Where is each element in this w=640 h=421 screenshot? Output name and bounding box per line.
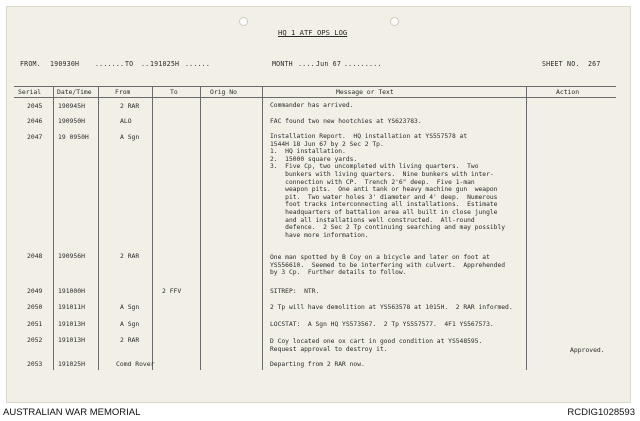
row-serial: 2053	[27, 360, 43, 368]
month-label: MONTH	[272, 60, 293, 68]
column-divider	[152, 86, 153, 370]
row-message: One man spotted by B Coy on a bicycle and later on foot at YS556610. Seemed to be interfering with culvert. Apprehended by 3 Cp. Further details to follow.	[270, 254, 506, 277]
row-serial: 2046	[27, 117, 43, 125]
row-message: Commander has arrived.	[270, 102, 354, 109]
row-serial: 2050	[27, 303, 43, 311]
row-datetime: 191013H	[58, 336, 85, 344]
row-message: D Coy located one ox cart in good condition at YS548595. Request approval to destroy it.	[270, 338, 483, 353]
log-title: HQ 1 ATF OPS LOG	[278, 28, 348, 37]
row-datetime: 190945H	[58, 102, 85, 110]
row-datetime: 19 0950H	[58, 133, 89, 141]
row-datetime: 191025H	[58, 360, 85, 368]
row-message: SITREP: NTR.	[270, 288, 320, 295]
row-message: Departing from 2 RAR now.	[270, 361, 365, 368]
col-header-action: Action	[556, 88, 580, 96]
row-to: 2 FFV	[162, 287, 182, 295]
row-serial: 2049	[27, 287, 43, 295]
row-datetime: 191011H	[58, 303, 85, 311]
punch-hole	[239, 17, 248, 26]
row-message: Installation Report. HQ installation at YS557578 at 1544H 18 Jun 67 by 2 Sec 2 Tp. 1. HQ installation. 2. 15000 square yards. 3. Five Cp, two uncompleted with living quarters. Two bunkers with living quarters. Nine bunkers with inter- connection with CP. Trench 2'6" deep. Five 1-man weapon pits. One anti tank or heavy machine gun weapon pit. Two water holes 3' diameter and 4' deep. Numerous foot tracks interconnecting all installations. Estimate headquarters of battalion area all built in close jungle and all installations well constructed. All-round defence. 2 Sec 2 Tp continuing searching and may possibly have more information.	[270, 133, 506, 239]
sheet-label: SHEET NO.	[542, 60, 580, 68]
footer-institution: AUSTRALIAN WAR MEMORIAL	[3, 407, 141, 418]
column-divider	[526, 86, 527, 370]
row-from: A Sgn	[120, 133, 140, 141]
row-serial: 2045	[27, 102, 43, 110]
column-divider	[98, 86, 99, 370]
row-datetime: 191000H	[58, 287, 85, 295]
row-from: 2 RAR	[120, 336, 140, 344]
row-message: LOCSTAT: A Sgn HQ YS573567. 2 Tp YS557577. 4F1 YS567573.	[270, 321, 494, 328]
column-divider	[262, 86, 263, 370]
column-divider	[53, 86, 54, 370]
row-from: A Sgn	[120, 303, 140, 311]
month-value: Jun 67	[316, 60, 342, 68]
row-from: A Sgn	[120, 320, 140, 328]
row-datetime: 191013H	[58, 320, 85, 328]
from-label: FROM.	[20, 60, 41, 68]
row-from: 2 RAR	[120, 102, 140, 110]
footer-record-id: RCDIG1028593	[567, 407, 635, 418]
row-from: Comd Rover	[116, 360, 155, 368]
column-divider	[200, 86, 201, 370]
row-from: 2 RAR	[120, 252, 140, 260]
row-from: ALO	[120, 117, 132, 125]
row-serial: 2047	[27, 133, 43, 141]
to-label: TO	[125, 60, 134, 68]
col-header-datetime: Date/Time	[57, 88, 92, 96]
col-header-serial: Serial	[18, 88, 42, 96]
col-header-to: To	[170, 88, 178, 96]
row-serial: 2048	[27, 252, 43, 260]
sheet-value: 267	[588, 60, 601, 68]
col-header-from: From	[115, 88, 131, 96]
punch-hole	[390, 17, 399, 26]
row-datetime: 190956H	[58, 252, 85, 260]
row-action: Approved.	[570, 346, 605, 354]
col-header-message: Message or Text	[336, 88, 394, 96]
row-datetime: 190950H	[58, 117, 85, 125]
row-message: FAC found two new hootchies at YS623783.	[270, 118, 422, 125]
row-serial: 2052	[27, 336, 43, 344]
row-serial: 2051	[27, 320, 43, 328]
row-message: 2 Tp will have demolition at YS563578 at 1015H. 2 RAR informed.	[270, 304, 513, 311]
col-header-orig-no: Orig No	[210, 88, 237, 96]
from-value: 190930H	[50, 60, 80, 68]
to-value: 191025H	[150, 60, 180, 68]
